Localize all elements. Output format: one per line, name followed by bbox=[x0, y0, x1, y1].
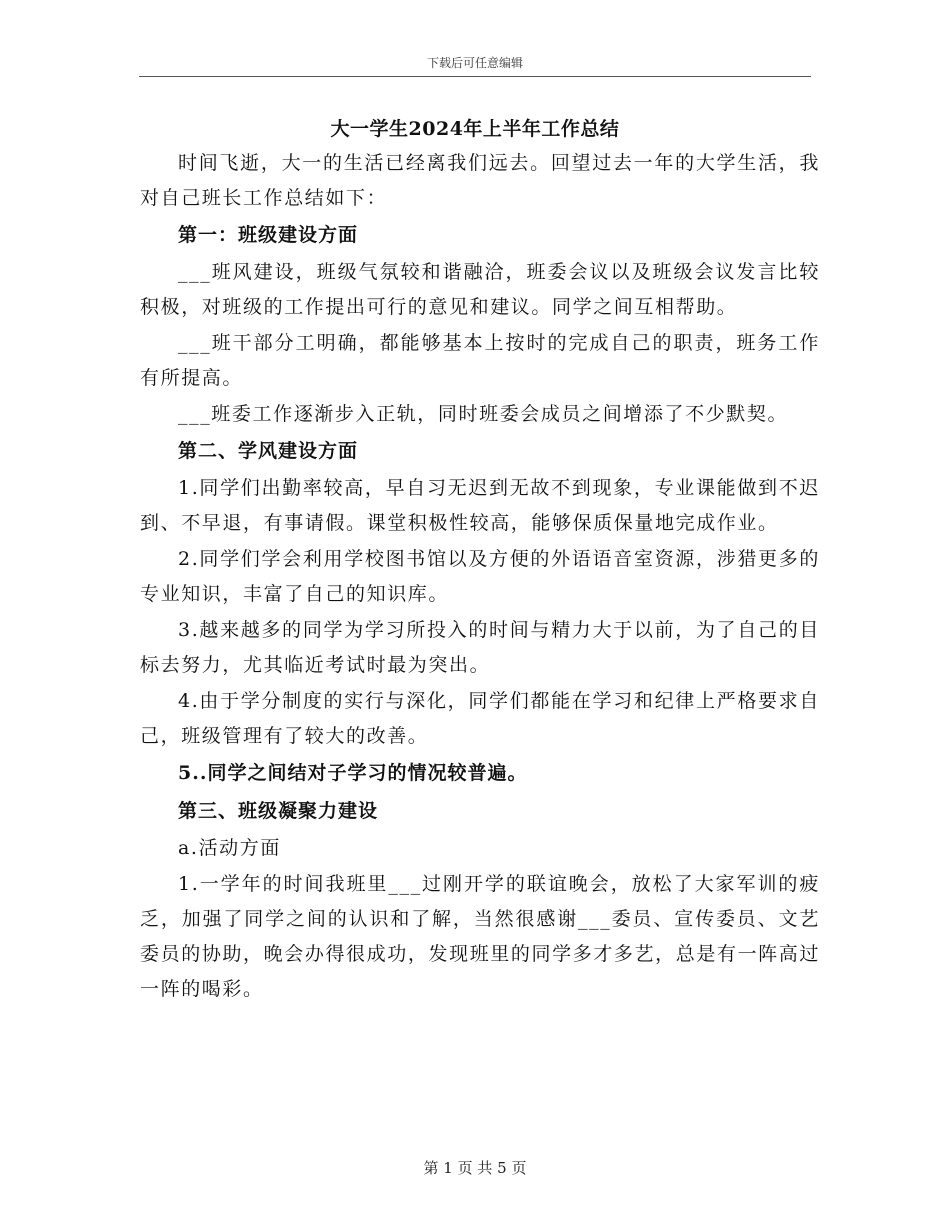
section-heading-study-style: 第二、学风建设方面 bbox=[178, 440, 359, 462]
list-item: 4.由于学分制度的实行与深化，同学们都能在学习和纪律上严格要求自己，班级管理有了较大的改善。 bbox=[140, 690, 820, 747]
paragraph: ___班干部分工明确，都能够基本上按时的完成自己的职责，班务工作有所提高。 bbox=[140, 332, 820, 389]
list-item: 2.同学们学会利用学校图书馆以及方便的外语语音室资源，涉猎更多的专业知识，丰富了自己的知识库。 bbox=[140, 548, 820, 605]
list-item-bold: 5..同学之间结对子学习的情况较普遍。 bbox=[178, 762, 528, 784]
document-body bbox=[140, 146, 820, 1008]
list-item: 1.一学年的时间我班里___过刚开学的联谊晚会，放松了大家军训的疲乏，加强了同学之间的认识和了解，当然很感谢___委员、宣传委员、文艺委员的协助，晚会办得很成功，发现班里的同学多才多艺，总是有一阵高过一阵的喝彩。 bbox=[140, 873, 820, 1000]
list-item: 1.同学们出勤率较高，早自习无迟到无故不到现象，专业课能做到不迟到、不早退，有事请假。课堂积极性较高，能够保质保量地完成作业。 bbox=[140, 477, 820, 534]
section-heading-class-building: 第一：班级建设方面 bbox=[178, 224, 359, 246]
header-note: 下载后可任意编辑 bbox=[426, 56, 523, 70]
document-title: 大一学生2024年上半年工作总结 bbox=[330, 118, 620, 140]
paragraph: ___班风建设，班级气氛较和谐融洽，班委会议以及班级会议发言比较积极，对班级的工作提出可行的意见和建议。同学之间互相帮助。 bbox=[140, 261, 820, 318]
paragraph: ___班委工作逐渐步入正轨，同时班委会成员之间增添了不少默契。 bbox=[178, 403, 789, 425]
list-item: 3.越来越多的同学为学习所投入的时间与精力大于以前，为了自己的目标去努力，尤其临近考试时最为突出。 bbox=[140, 619, 820, 676]
header-divider bbox=[139, 76, 811, 77]
page-number: 第 1 页 共 5 页 bbox=[423, 1159, 527, 1177]
subsection-label: a.活动方面 bbox=[178, 837, 281, 859]
section-heading-cohesion: 第三、班级凝聚力建设 bbox=[178, 800, 379, 822]
paragraph-intro: 时间飞逝，大一的生活已经离我们远去。回望过去一年的大学生活，我对自己班长工作总结如下： bbox=[140, 152, 820, 209]
